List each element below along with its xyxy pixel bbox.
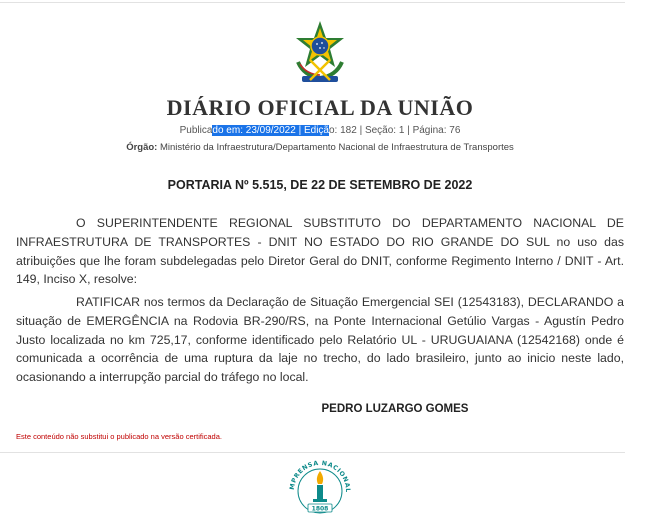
top-divider bbox=[0, 2, 625, 3]
body-paragraph-1: O SUPERINTENDENTE REGIONAL SUBSTITUTO DO DEPARTAMENTO NACIONAL DE INFRAESTRUTURA DE TRANSPORTES - DNIT NO ESTADO DO RIO GRANDE DO SUL no uso das atribuições que lhe foram subdelegadas pelo Diretor Geral do DNIT, conforme Regimento Interno / DNIT - Art. 149, Inciso X, resolve: bbox=[16, 216, 624, 287]
body-paragraph-2: RATIFICAR nos termos da Declaração de Situação Emergencial SEI (12543183), DECLARANDO a situação de EMERGÊNCIA na Rodovia BR-290/RS, na Ponte Internacional Getúlio Vargas - Agustín Pedro Justo localizada no km 725,17, conforme identificado pelo Relatório UL - URUGUAIANA (12542168) onde é comunicada a ocorrência de uma ruptura da laje no trecho, do lado brasileiro, junto ao inicio neste lado, ocasionando a interrupção parcial do tráfego no local. bbox=[16, 295, 624, 385]
orgao-line bbox=[0, 142, 640, 153]
pub-info-suffix: o: 182 | Seção: 1 | Página: 76 bbox=[328, 125, 461, 136]
signer-name: PEDRO LUZARGO GOMES bbox=[321, 403, 469, 415]
publication-info bbox=[0, 125, 640, 136]
orgao-value: Ministério da Infraestrutura/Departamento Nacional de Infraestrutura de Transportes bbox=[159, 142, 514, 153]
pub-info-prefix: Publica bbox=[179, 125, 213, 136]
page-title: DIÁRIO OFICIAL DA UNIÃO bbox=[166, 95, 474, 120]
svg-text:IMPRENSA NACIONAL bbox=[280, 455, 351, 493]
disclaimer-text: Este conteúdo não substitui o publicado na versão certificada. bbox=[16, 432, 222, 441]
portaria-heading: PORTARIA Nº 5.515, DE 22 DE SETEMBRO DE 2022 bbox=[167, 178, 473, 192]
orgao-label: Órgão: bbox=[126, 142, 158, 153]
coat-of-arms-icon bbox=[290, 18, 350, 88]
seal-top-text: MPRENSA NACIONAL bbox=[288, 459, 352, 493]
footer-divider bbox=[0, 452, 625, 453]
imprensa-nacional-seal-icon bbox=[280, 455, 360, 515]
pub-info-selected-text[interactable]: do em: 23/09/2022 | Ediçã bbox=[212, 125, 329, 136]
seal-year: 1808 bbox=[311, 505, 329, 513]
